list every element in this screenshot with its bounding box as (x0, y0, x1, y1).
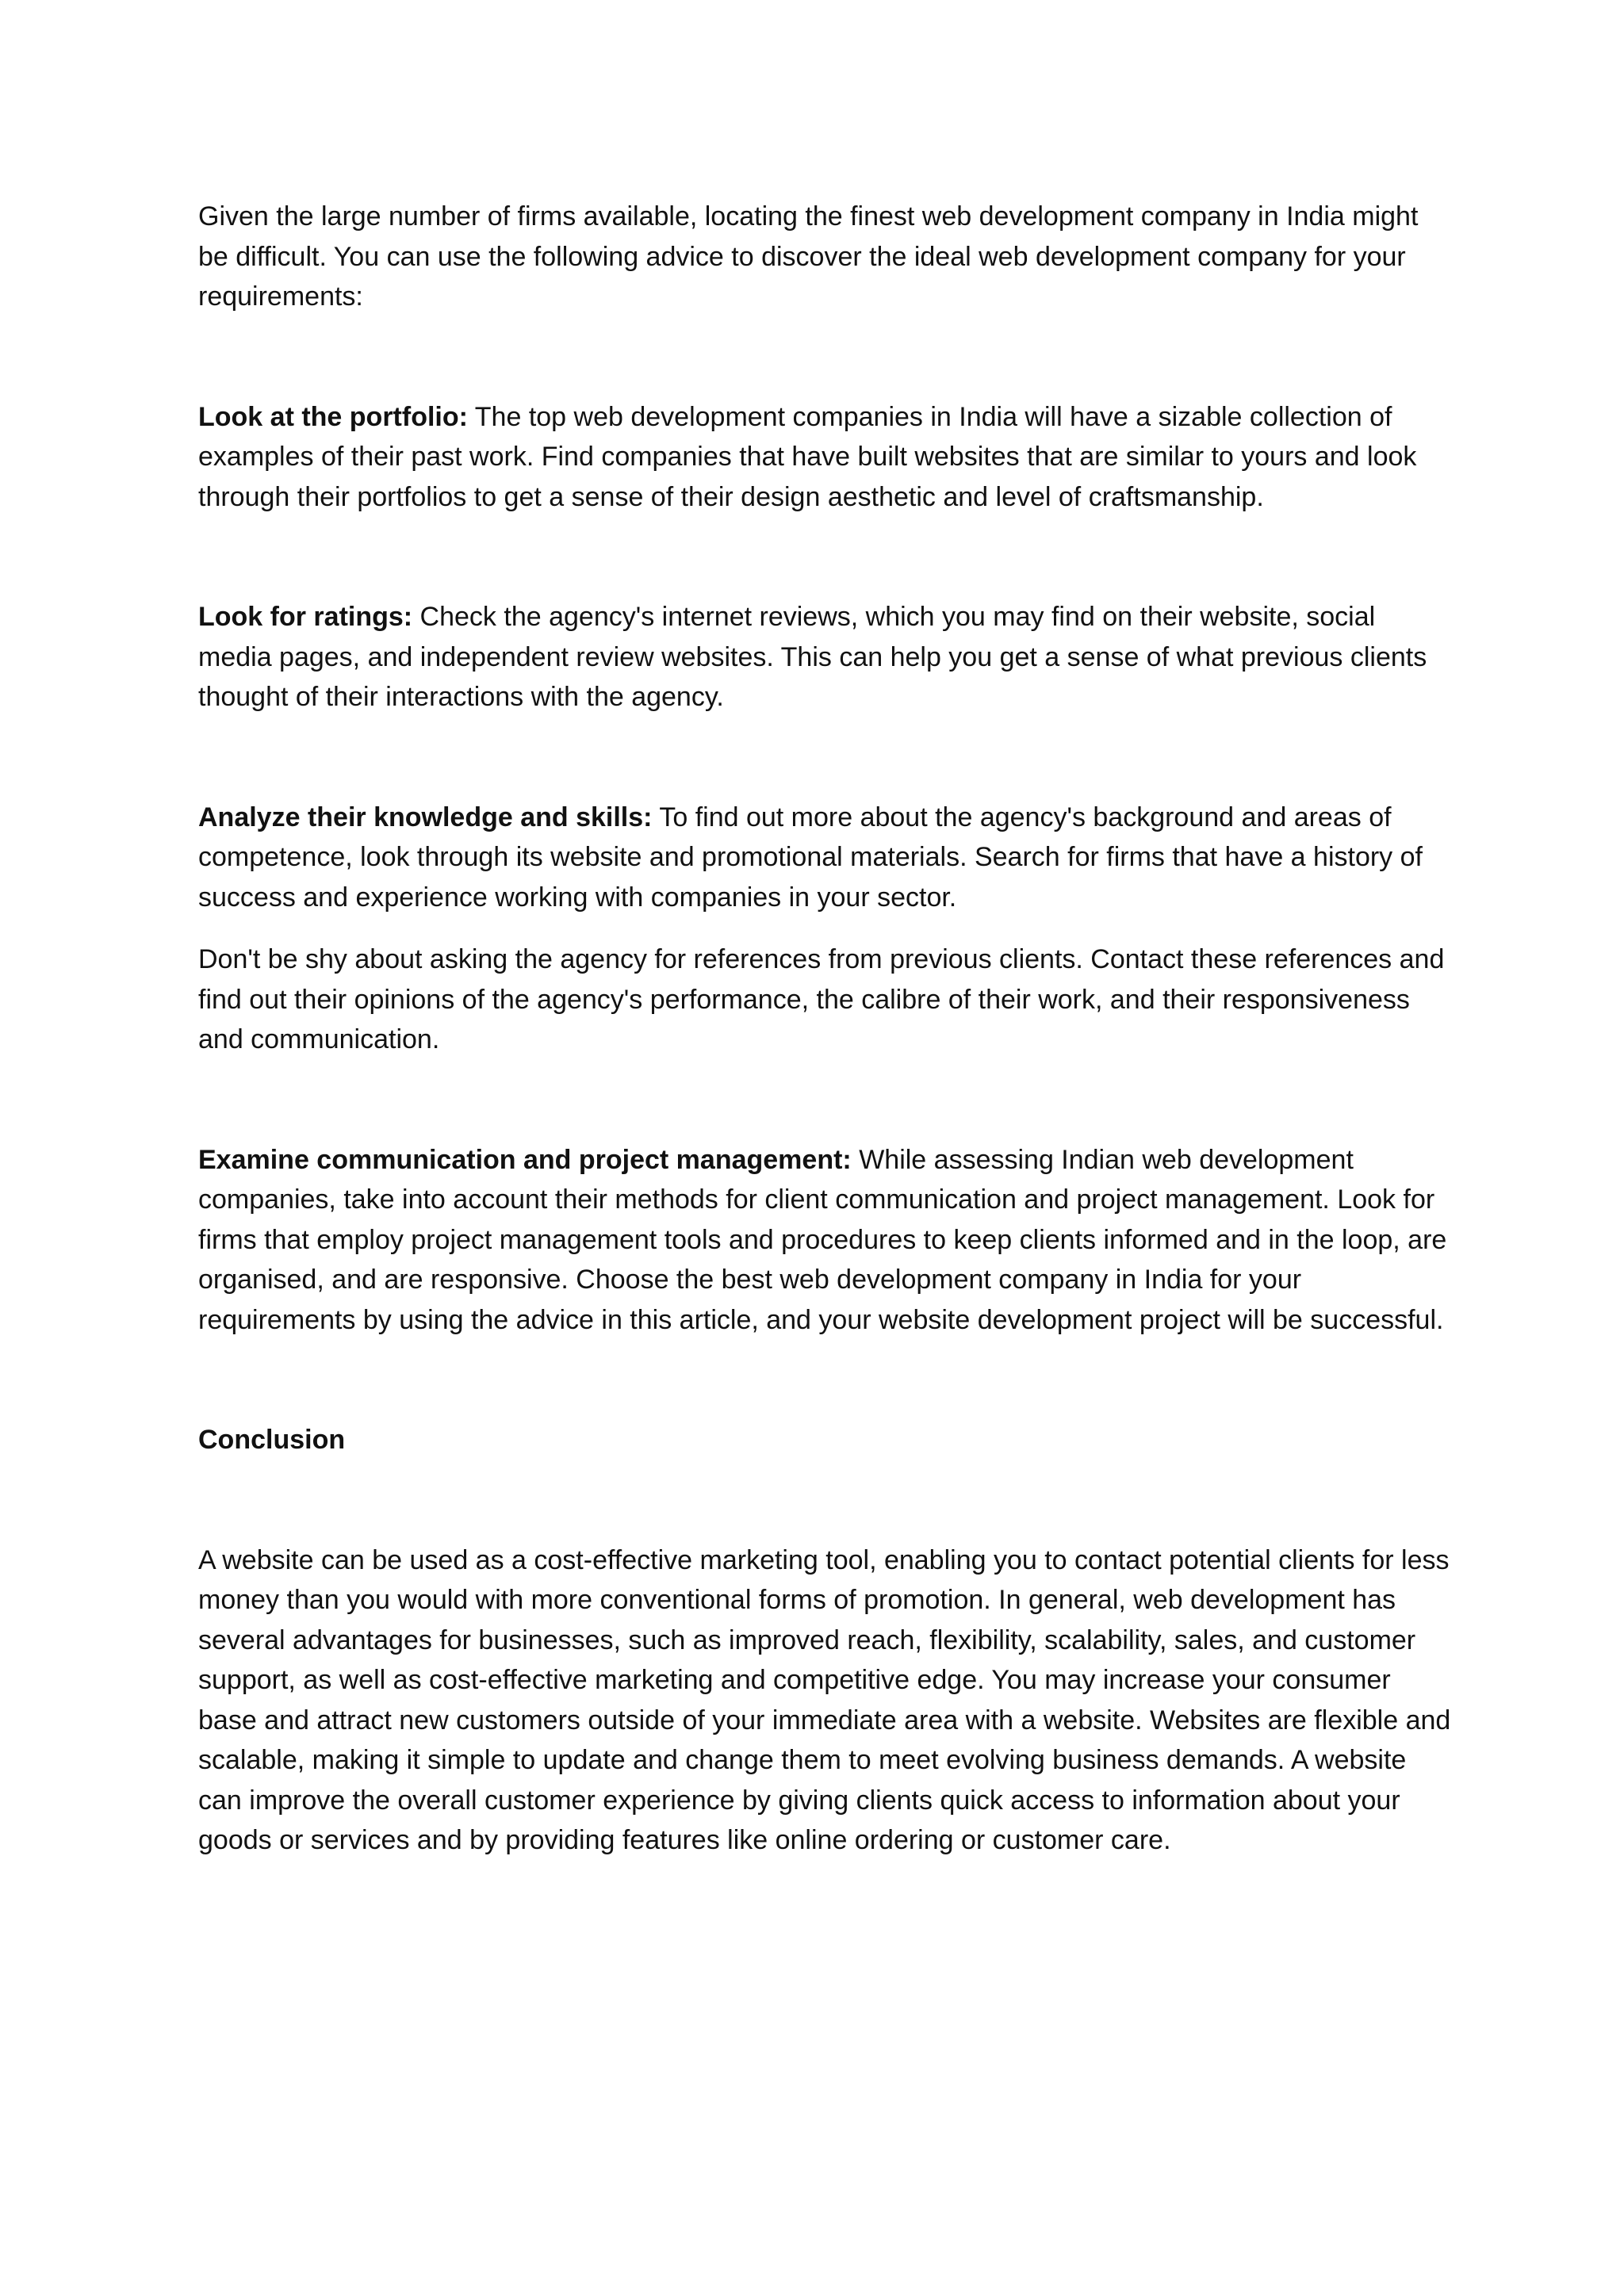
portfolio-paragraph (198, 397, 1451, 518)
portfolio-text: The top web development companies in India will have a sizable collection of examples of their past work. Find companies that have built websites that are similar to yours and look through their portfolios to get a sense of their design aesthetic and level of craftsmanship. (198, 401, 1417, 512)
ratings-paragraph (198, 597, 1451, 718)
knowledge-lead: Analyze their knowledge and skills: (198, 802, 653, 832)
conclusion-paragraph (198, 1540, 1451, 1861)
references-text: Don't be shy about asking the agency for references from previous clients. Contact these references and find out their opinions of the agency's performance, the calibre of their work, and their responsiveness and communication. (198, 944, 1445, 1054)
communication-text: While assessing Indian web development companies, take into account their methods for client communication and project management. Look for firms that employ project management tools and procedures to keep clients informed and in the loop, are organised, and are responsive. Choose the best web development company in India for your requirements by using the advice in this article, and your website development project will be successful. (198, 1144, 1447, 1335)
document-body (198, 197, 1451, 1861)
knowledge-paragraph (198, 798, 1451, 918)
references-paragraph (198, 939, 1451, 1060)
intro-paragraph (198, 197, 1451, 317)
conclusion-heading: Conclusion (198, 1425, 346, 1455)
communication-lead: Examine communication and project management: (198, 1144, 852, 1175)
communication-paragraph (198, 1140, 1451, 1341)
ratings-lead: Look for ratings: (198, 602, 413, 632)
portfolio-lead: Look at the portfolio: (198, 401, 468, 432)
ratings-text: Check the agency's internet reviews, which you may find on their website, social media pages, and independent review websites. This can help you get a sense of what previous clients thought of their interactions with the agency. (198, 602, 1427, 712)
conclusion-text: A website can be used as a cost-effective marketing tool, enabling you to contact potential clients for less money than you would with more conventional forms of promotion. In general, web development has several advantages for businesses, such as improved reach, flexibility, scalability, sales, and customer support, as well as cost-effective marketing and competitive edge. You may increase your consumer base and attract new customers outside of your immediate area with a website. Websites are flexible and scalable, making it simple to update and change them to meet evolving business demands. A website can improve the overall customer experience by giving clients quick access to information about your goods or services and by providing features like online ordering or customer care. (198, 1544, 1451, 1855)
intro-text: Given the large number of firms available, locating the finest web development company in India might be difficult. You can use the following advice to discover the ideal web development company for your requirements: (198, 201, 1419, 312)
knowledge-text: To find out more about the agency's background and areas of competence, look through its website and promotional materials. Search for firms that have a history of success and experience working with companies in your sector. (198, 802, 1423, 913)
